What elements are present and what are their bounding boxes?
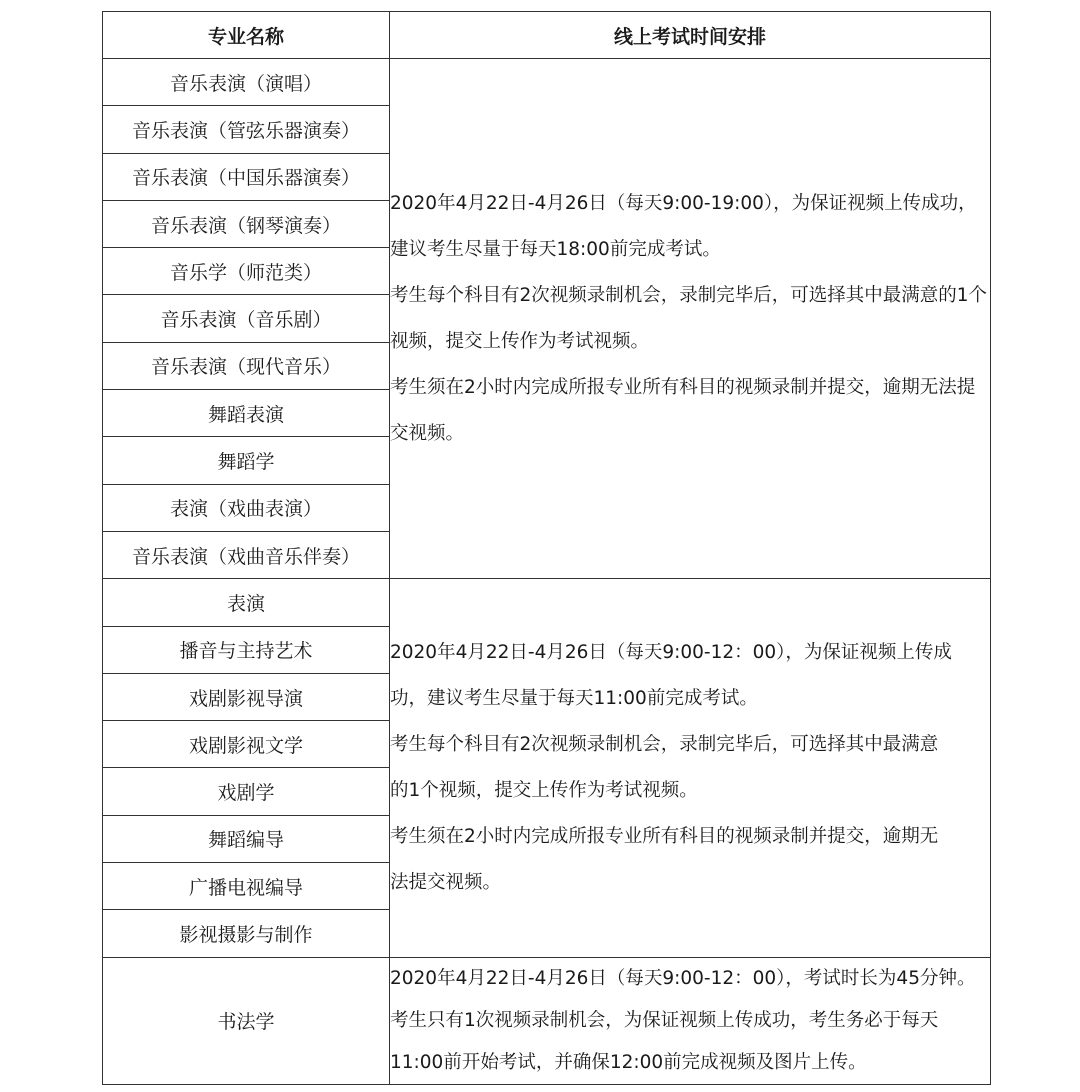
arrangement-paragraph: 考生只有1次视频录制机会，为保证视频上传成功，考生务必于每天11:00前开始考试，并确保12:00前完成视频及图片上传。 <box>390 1009 939 1073</box>
major-cell: 影视摄影与制作 <box>103 910 390 957</box>
major-cell: 戏剧影视导演 <box>103 673 390 720</box>
major-cell: 音乐表演（钢琴演奏） <box>103 200 390 247</box>
arrangement-paragraph: 2020年4月22日-4月26日（每天9:00-12：00），考试时长为45分钟。 <box>390 967 976 989</box>
major-cell: 音乐表演（演唱） <box>103 59 390 106</box>
header-major-name: 专业名称 <box>103 12 390 59</box>
major-cell: 舞蹈编导 <box>103 815 390 862</box>
exam-schedule-table <box>102 11 991 1085</box>
major-cell: 音乐表演（管弦乐器演奏） <box>103 106 390 153</box>
major-cell: 音乐表演（现代音乐） <box>103 342 390 389</box>
major-cell: 音乐学（师范类） <box>103 248 390 295</box>
major-cell: 舞蹈学 <box>103 437 390 484</box>
arrangement-paragraph: 2020年4月22日-4月26日（每天9:00-12：00），为保证视频上传成功，建议考生尽量于每天11:00前完成考试。 <box>390 641 952 709</box>
table-row <box>103 957 991 1084</box>
arrangement-cell-group-2 <box>390 579 991 957</box>
table-row <box>103 579 991 626</box>
arrangement-paragraph: 2020年4月22日-4月26日（每天9:00-19:00），为保证视频上传成功，建议考生尽量于每天18:00前完成考试。 <box>390 192 977 260</box>
arrangement-cell-group-3 <box>390 957 991 1084</box>
major-cell: 书法学 <box>103 957 390 1084</box>
table-row <box>103 59 991 106</box>
major-cell: 戏剧影视文学 <box>103 721 390 768</box>
arrangement-cell-group-1 <box>390 59 991 579</box>
arrangement-paragraph: 考生每个科目有2次视频录制机会，录制完毕后，可选择其中最满意的1个视频，提交上传作为考试视频。 <box>390 733 939 801</box>
header-row <box>103 12 991 59</box>
major-cell: 音乐表演（音乐剧） <box>103 295 390 342</box>
major-cell: 音乐表演（中国乐器演奏） <box>103 153 390 200</box>
major-cell: 舞蹈表演 <box>103 390 390 437</box>
major-cell: 表演 <box>103 579 390 626</box>
major-cell: 音乐表演（戏曲音乐伴奏） <box>103 531 390 578</box>
major-cell: 播音与主持艺术 <box>103 626 390 673</box>
arrangement-paragraph: 考生须在2小时内完成所报专业所有科目的视频录制并提交，逾期无法提交视频。 <box>390 376 976 444</box>
arrangement-paragraph: 考生须在2小时内完成所报专业所有科目的视频录制并提交，逾期无法提交视频。 <box>390 825 939 893</box>
arrangement-paragraph: 考生每个科目有2次视频录制机会，录制完毕后，可选择其中最满意的1个视频，提交上传作为考试视频。 <box>390 284 988 352</box>
major-cell: 表演（戏曲表演） <box>103 484 390 531</box>
major-cell: 戏剧学 <box>103 768 390 815</box>
major-cell: 广播电视编导 <box>103 863 390 910</box>
header-exam-arrangement: 线上考试时间安排 <box>390 12 991 59</box>
